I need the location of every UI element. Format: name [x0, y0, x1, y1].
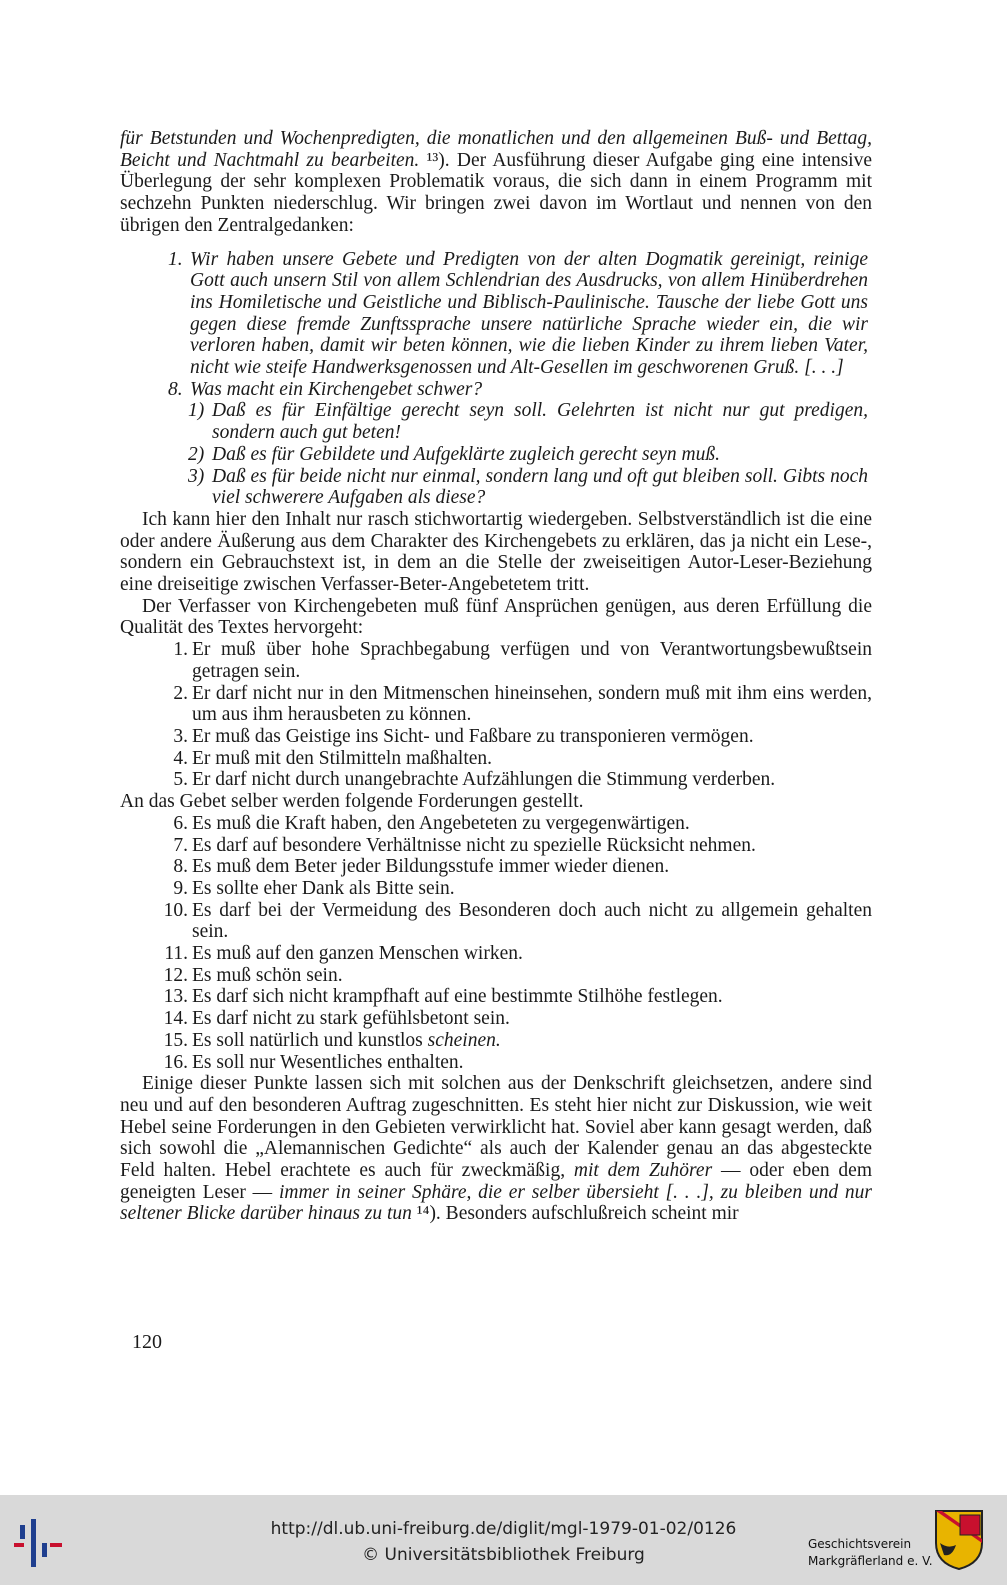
list-number: 16.: [163, 1051, 188, 1073]
paragraph-3: Der Verfasser von Kirchengebeten muß fünf Ansprüchen genügen, aus deren Erfüllung die Qualität des Textes hervorgeht:: [120, 595, 872, 639]
list-text: Es sollte eher Dank als Bitte sein.: [192, 877, 455, 899]
list-item: [158, 943, 872, 965]
list-item: [158, 1052, 872, 1074]
list-number: 5.: [173, 769, 188, 791]
list-text: Es darf sich nicht krampfhaft auf eine bestimmte Stilhöhe festlegen.: [192, 986, 723, 1008]
subitem-text: Daß es für Einfältige gerecht seyn soll. Gelehrten ist nicht nur gut predigen, sondern auch gut beten!: [212, 400, 868, 444]
list-item: [158, 748, 872, 770]
subitem-text: Daß es für Gebildete und Aufgeklärte zugleich gerecht seyn muß.: [212, 443, 720, 465]
list-number: 14.: [163, 1008, 188, 1030]
list-text-italic: scheinen.: [427, 1029, 501, 1051]
author-requirements-list: [158, 639, 872, 791]
paragraph-2: Ich kann hier den Inhalt nur rasch stichwortartig wiedergeben. Selbstverständlich ist die eine oder andere Äußerung aus dem Charakter des Kirchengebets zu erklären, das ja nicht ein Lese-, sondern ein Gebrauchstext ist, in dem an die Stelle der zweiseitigen Autor-Leser-Beziehung eine dreiseitige zwischen Verfasser-Beter-Angebetetem tritt.: [120, 508, 872, 596]
list-number: 13.: [163, 986, 188, 1008]
list-number: 6.: [173, 812, 188, 834]
society-line-2: Markgräflerland e. V.: [808, 1554, 933, 1568]
para5-text-a: Einige dieser Punkte lassen sich mit solchen aus der Denkschrift gleichsetzen, andere sind neu und auf den besonderen Auftrag zugeschnitten. Es steht hier nicht zur Diskussion, wie weit Hebel seine Forderungen in den Gebieten verwirklicht hat. Soviel aber kann gesagt werden, daß sich sowohl die „Alemannischen Gedichte“ als auch der Kalender genau an das abgesteckte Feld halten. Hebel erachtete es auch für zweckmäßig,: [120, 1073, 872, 1182]
list-number: 11.: [164, 943, 188, 965]
list-item: [158, 1008, 872, 1030]
page-number: 120: [132, 1331, 162, 1353]
subitem-text: Daß es für beide nicht nur einmal, sondern lang und oft gut bleiben soll. Gibts noch viel schwerere Aufgaben als diese?: [212, 465, 868, 509]
footer-bar: [0, 1495, 1007, 1585]
quote-item-1: [168, 249, 868, 379]
block-quote: [168, 249, 868, 509]
coat-of-arms-icon: [934, 1509, 984, 1571]
society-name: [808, 1536, 933, 1570]
list-item: [158, 856, 872, 878]
paragraph-4: An das Gebet selber werden folgende Forderungen gestellt.: [120, 791, 584, 813]
list-text-plain: Es soll natürlich und kunstlos: [192, 1029, 423, 1051]
quote-item-text: Wir haben unsere Gebete und Predigten von der alten Dogmatik gereinigt, reinige Gott auch unsern Stil von allem Schlendrian des Ausdrucks, von allem Hinüberdrehen ins Homiletische und Geistliche und Biblisch-Paulinische. Tausche der liebe Gott uns gegen diese fremde Zunftssprache unsere natürliche Sprache wieder ein, die wir verloren haben, damit wir beten können, wie die lieben Kinder zu ihrem lieben Vater, nicht wie steife Handwerksgenossen und Alt-Gesellen im geschworenen Gruß. [. . .]: [190, 248, 868, 379]
list-item: [158, 639, 872, 682]
list-number: 2.: [173, 682, 188, 704]
para5-italic-d: immer in seiner Sphäre, die er selber übersieht [. . .], zu bleiben und nur seltener Blicke darüber hinaus zu tun: [120, 1181, 872, 1225]
list-item: [158, 986, 872, 1008]
quote-item-8: [168, 379, 868, 401]
list-item: [158, 726, 872, 748]
list-text: [192, 1030, 872, 1052]
list-text: Er muß das Geistige ins Sicht- und Faßbare zu transponieren vermögen.: [192, 725, 754, 747]
list-number: 8.: [173, 856, 188, 878]
list-item: [158, 900, 872, 943]
intro-text: Der Ausführung dieser Aufgabe ging eine intensive Überlegung der sehr komplexen Problematik voraus, die sich dann in einem Programm mit sechzehn Punkten niederschlug. Wir bringen zwei davon im Wortlaut und nennen von den übrigen den Zentralgedanken:: [120, 149, 872, 236]
para5-italic-b: mit dem Zuhörer: [573, 1160, 713, 1182]
para5-text-c: — oder eben dem geneigten Leser —: [120, 1160, 872, 1203]
list-text: Es darf bei der Vermeidung des Besonderen doch auch nicht zu allgemein gehalten sein.: [192, 899, 872, 943]
copyright-text: © Universitätsbibliothek Freiburg: [362, 1545, 645, 1565]
quote-subitem: [188, 466, 868, 509]
list-number: 1.: [173, 639, 188, 661]
prayer-requirements-list: [158, 813, 872, 1073]
subitem-number: 2): [188, 443, 205, 465]
list-item: [158, 769, 872, 791]
source-url-link[interactable]: http://dl.ub.uni-freiburg.de/diglit/mgl-1979-01-02/0126: [270, 1519, 737, 1539]
list-item: [158, 683, 872, 726]
footnote-ref-13: ¹³).: [419, 149, 450, 171]
list-text: Es muß auf den ganzen Menschen wirken.: [192, 943, 523, 965]
document-body: [120, 128, 872, 1225]
quote-subitem: [188, 400, 868, 443]
list-item: [158, 813, 872, 835]
intro-italic: für Betstunden und Wochenpredigten, die monatlichen und den allgemeinen Buß- und Bettag, Beicht und Nachtmahl zu bearbeiten.: [120, 128, 872, 171]
quote-item-number: 8.: [168, 378, 183, 400]
list-number: 4.: [173, 747, 188, 769]
list-number: 3.: [173, 725, 188, 747]
list-text: Es muß die Kraft haben, den Angebeteten zu vergegenwärtigen.: [192, 812, 690, 834]
list-text: Es muß schön sein.: [192, 964, 343, 986]
list-number: 9.: [173, 877, 188, 899]
quote-subitem: [188, 444, 868, 466]
list-text: Es darf nicht zu stark gefühlsbetont sein.: [192, 1008, 510, 1030]
list-text: Er darf nicht nur in den Mitmenschen hineinsehen, sondern muß mit ihm eins werden, um aus ihm herausbeten zu können.: [192, 682, 872, 726]
list-number: 15.: [163, 1029, 188, 1051]
list-item: [158, 1030, 872, 1052]
list-item: [158, 965, 872, 987]
list-item: [158, 835, 872, 857]
para5-text-e: ¹⁴). Besonders aufschlußreich scheint mir: [411, 1203, 739, 1225]
list-text: Es muß dem Beter jeder Bildungsstufe immer wieder dienen.: [192, 856, 670, 878]
quote-item-number: 1.: [168, 248, 183, 270]
subitem-number: 3): [188, 465, 205, 487]
list-text: Er darf nicht durch unangebrachte Aufzählungen die Stimmung verderben.: [192, 769, 776, 791]
list-number: 12.: [163, 964, 188, 986]
list-number: 10.: [163, 899, 188, 921]
paragraph-5: [120, 1073, 872, 1225]
subitem-number: 1): [188, 400, 205, 422]
list-item: [158, 878, 872, 900]
list-text: Es soll nur Wesentliches enthalten.: [192, 1051, 464, 1073]
list-text: Er muß mit den Stilmitteln maßhalten.: [192, 747, 493, 769]
list-number: 7.: [173, 834, 188, 856]
quote-item-text: Was macht ein Kirchengebet schwer?: [190, 378, 483, 400]
list-text: Es darf auf besondere Verhältnisse nicht zu spezielle Rücksicht nehmen.: [192, 834, 756, 856]
intro-paragraph: [120, 128, 872, 237]
list-text: Er muß über hohe Sprachbegabung verfügen und von Verantwortungsbewußtsein getragen sein.: [192, 639, 872, 682]
society-line-1: Geschichtsverein: [808, 1537, 912, 1551]
